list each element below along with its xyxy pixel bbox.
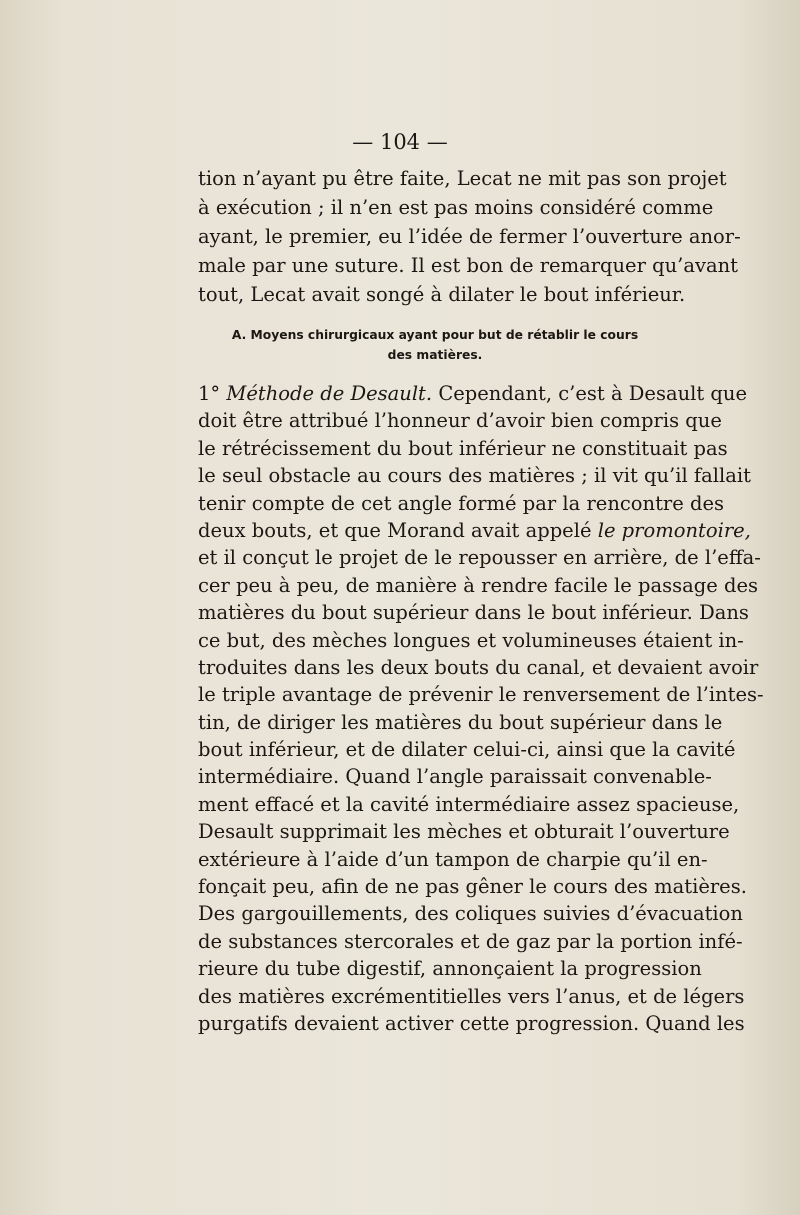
text-line: le seul obstacle au cours des matières ; il vit qu’il fallait <box>198 464 751 488</box>
text-line: de substances stercorales et de gaz par la portion infé- <box>198 929 743 953</box>
method-title: Méthode de Desault. <box>226 382 433 405</box>
section-heading-line-2: des matières. <box>387 348 483 362</box>
paragraph-1 <box>198 164 741 309</box>
text-line: des matières excrémentitielles vers l’anus, et de légers <box>198 984 745 1008</box>
text-line: bout inférieur, et de dilater celui-ci, ainsi que la cavité <box>198 738 736 762</box>
text-line: Des gargouillements, des coliques suivies d’évacuation <box>198 902 743 926</box>
text-fragment: Cependant, c’est à Desault que <box>438 382 747 405</box>
text-line: male par une suture. Il est bon de remarquer qu’avant <box>198 254 739 277</box>
text-line: tin, de diriger les matières du bout supérieur dans le <box>198 710 723 734</box>
section-heading <box>210 325 660 365</box>
text-line: ayant, le premier, eu l’idée de fermer l’ouverture anor- <box>198 225 741 248</box>
text-line: tenir compte de cet angle formé par la rencontre des <box>198 491 725 515</box>
text-line: tion n’ayant pu être faite, Lecat ne mit pas son projet <box>198 167 727 190</box>
text-line: purgatifs devaient activer cette progression. Quand les <box>198 1011 745 1035</box>
text-line: et il conçut le projet de le repousser en arrière, de l’effa- <box>198 546 761 570</box>
text-line: le rétrécissement du bout inférieur ne constituait pas <box>198 436 728 460</box>
text-line: extérieure à l’aide d’un tampon de charpie qu’il en- <box>198 847 708 871</box>
text-line: rieure du tube digestif, annonçaient la progression <box>198 957 702 981</box>
text-line: Desault supprimait les mèches et obturait l’ouverture <box>198 820 730 844</box>
text-line: ment effacé et la cavité intermédiaire assez spacieuse, <box>198 792 740 816</box>
text-line-promontoire <box>198 517 751 544</box>
text-line: tout, Lecat avait songé à dilater le bout inférieur. <box>198 283 686 306</box>
section-heading-line-1: A. Moyens chirurgicaux ayant pour but de rétablir le cours <box>231 328 639 342</box>
text-line: le triple avantage de prévenir le renversement de l’intes- <box>198 683 764 707</box>
text-line: troduites dans les deux bouts du canal, et devaient avoir <box>198 655 759 679</box>
text-line: matières du bout supérieur dans le bout inférieur. Dans <box>198 601 749 625</box>
text-line-first <box>198 380 747 407</box>
text-fragment: deux bouts, et que Morand avait appelé <box>198 518 592 542</box>
method-number: 1° <box>198 382 221 405</box>
text-line: intermédiaire. Quand l’angle paraissait convenable- <box>198 765 712 789</box>
text-line: à exécution ; il n’en est pas moins considéré comme <box>198 196 714 219</box>
text-line: ce but, des mèches longues et volumineuses étaient in- <box>198 628 744 652</box>
text-line: doit être attribué l’honneur d’avoir bien compris que <box>198 409 722 433</box>
text-line: fonçait peu, afin de ne pas gêner le cours des matières. <box>198 875 747 899</box>
text-line: cer peu à peu, de manière à rendre facile le passage des <box>198 573 759 597</box>
emphasis-promontoire: le promontoire, <box>597 518 751 542</box>
page-number: — 104 — <box>352 130 448 154</box>
paragraph-2 <box>198 380 764 1037</box>
